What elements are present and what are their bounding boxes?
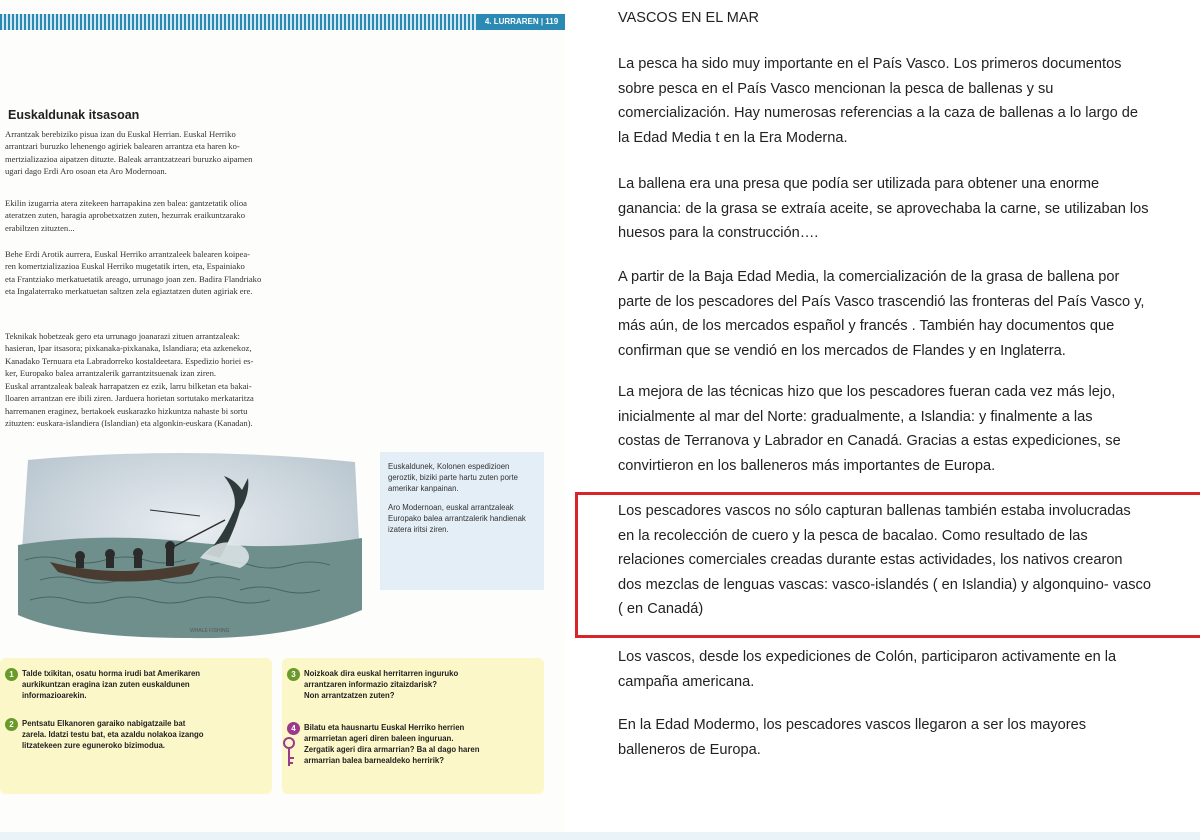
- question-number-1: 1: [5, 668, 18, 681]
- info-box: [380, 452, 544, 590]
- key-icon: [278, 736, 300, 770]
- paragraph-spanish-4: La mejora de las técnicas hizo que los pescadores fueran cada vez más lejo, inicialmente al mar del Norte: gradualmente, a Islandia: y finalmente a las costas de Terranova y Labrador en Canadá. Gracias a estas expediciones, se convirtieron en los balleneros más importantes de Europa.: [618, 384, 1121, 474]
- translation-page-spanish: [565, 0, 1200, 840]
- info-text-2: Aro Modernoan, euskal arrantzaleak Europako balea arrantzalerik handienak izatera iritsi ziren.: [388, 503, 526, 534]
- question-number-4: 4: [287, 722, 300, 735]
- question-number-3: 3: [287, 668, 300, 681]
- red-highlight-box: [575, 492, 1200, 638]
- textbook-page-basque: [0, 0, 565, 840]
- paragraph-basque-1: Arrantzak berebiziko pisua izan du Euskal Herrian. Euskal Herriko arrantzari buruzko lehenengo agiriek balearen arrantza eta haren ko- mertzializazioa aipatzen dituzte. Baleak arrantzatzeari buruzko aipamen ugari dago Erdi Aro osoan eta Aro Modernoan.: [5, 129, 253, 176]
- question-number-2: 2: [5, 718, 18, 731]
- question-1: Talde txikitan, osatu horma irudi bat Amerikaren aurkikuntzan eragina izan zuten euskaldunen informazioarekin.: [22, 669, 201, 700]
- paragraph-spanish-5-highlighted: Los pescadores vascos no sólo capturan ballenas también estaba involucradas en la recolección de cuero y la pesca de bacalao. Como resultado de las relaciones comerciales creadas durante estas actividades, los nativos crearon dos mezclas de lenguas vascas: vasco-islandés ( en Islandia) y algonquino- vasco ( en Canadá): [618, 503, 1151, 618]
- question-4: Bilatu eta hausnartu Euskal Herriko herrien armarrietan ageri diren baleen inguruan. Zergatik ageri dira armarrian? Ba al dago haren armarrian balea barnealdeko herririk?: [304, 723, 480, 765]
- bottom-strip: [0, 832, 1200, 840]
- paragraph-spanish-7: En la Edad Modermo, los pescadores vascos llegaron a ser los mayores balleneros de Europa.: [618, 717, 1087, 758]
- paragraph-spanish-1: La pesca ha sido muy importante en el País Vasco. Los primeros documentos sobre pesca en el País Vasco mencionan la pesca de ballenas y su comercialización. Hay numerosas referencias a la caza de ballenas a lo largo de la Edad Media t en la Era Moderna.: [618, 56, 1138, 146]
- paragraph-basque-2: Ekilin izugarria atera zitekeen harrapakina zen balea: gantzetatik olioa ateratzen zuten, haragia aprobetxatzen zuten, hezurrak eraikuntzarako erabiltzen zituzten...: [5, 198, 247, 233]
- activity-box-right: [282, 658, 544, 794]
- paragraph-spanish-3: A partir de la Baja Edad Media, la comercialización de la grasa de ballena por parte de los pescadores del País Vasco trascendió las fronteras del País Vasco y, más aún, de los mercados español y francés . También hay documentos que confirman que se vendió en los mercados de Flandes y en Inglaterra.: [618, 269, 1145, 359]
- paragraph-basque-5: Euskal arrantzaleak baleak harrapatzen ez ezik, larru bilketan eta bakai- lloaren arrantzan ere ibili ziren. Jarduera horietan sortutako merkataritza harremanen eraginez, bertakoek euskarazko hizkuntza nahaste bi sortu zituzten: euskara-islandiera (Islandian) eta algonkin-euskara (Kanadan).: [5, 381, 254, 428]
- illustration-caption: WHALE FISHING: [190, 628, 230, 634]
- paragraph-basque-3: Behe Erdi Arotik aurrera, Euskal Herriko arrantzaleek balearen koipea- ren komertzializazioa Euskal Herriko mugetatik irten, eta, Espainiako eta Frantziako merkatuetatik areago, urrunago joan zen. Badira Flandriako eta Ingalaterrako merkatuetan saltzen zela egiaztatzen duten agiriak ere.: [5, 249, 262, 296]
- section-title: Euskaldunak itsasoan: [8, 108, 140, 122]
- paragraph-basque-4: Teknikak hobetzeak gero eta urrunago joanarazi zituen arrantzaleak: hasieran, Ipar itsasora; pixkanaka-pixkanaka, Islandiara; eta azkenekoz, Kanadako Ternuara eta Labradorreko kostaldeetara. Espedizio horiei es- ker, Europako balea arrantzalerik garrantzitsuenak izan ziren.: [5, 331, 254, 378]
- info-text-1: Euskaldunek, Kolonen espedizioen geroztik, biziki parte hartu zuten porte amerikar kanpainan.: [388, 462, 519, 493]
- translation-title: VASCOS EN EL MAR: [618, 10, 760, 26]
- paragraph-spanish-2: La ballena era una presa que podía ser utilizada para obtener una enorme ganancia: de la grasa se extraía aceite, se aprovechaba la carne, se utilizaban los huesos para la construcción….: [618, 176, 1149, 242]
- header-stripe: [0, 14, 478, 30]
- paragraph-spanish-6: Los vascos, desde los expediciones de Colón, participaron activamente en la campaña americana.: [618, 649, 1117, 690]
- question-2: Pentsatu Elkanoren garaiko nabigatzaile bat zarela. Idatzi testu bat, eta azaldu nolakoa izango litzatekeen zure eguneroko bizimodua.: [22, 719, 204, 750]
- chapter-tab: 4. LURRAREN | 119: [478, 14, 565, 30]
- question-3: Noizkoak dira euskal herritarren inguruko arrantzaren informazio zitaizdarisk? Non arrantzatzen zuten?: [304, 669, 459, 700]
- activity-box-left: [0, 658, 272, 794]
- whaling-illustration: [10, 450, 370, 640]
